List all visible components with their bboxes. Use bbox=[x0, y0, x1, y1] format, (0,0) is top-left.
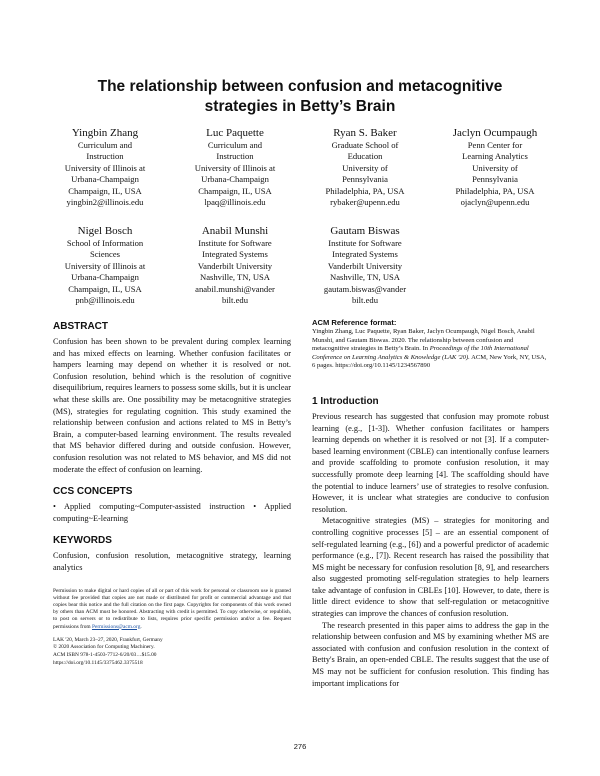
author-affiliation: Curriculum and bbox=[207, 140, 263, 150]
author-affiliation: Integrated Systems bbox=[332, 249, 398, 260]
author-row-1 bbox=[40, 126, 560, 208]
introduction-heading: 1 Introduction bbox=[312, 395, 379, 407]
conference-info bbox=[53, 637, 291, 667]
author-block bbox=[300, 126, 430, 208]
acm-reference-publisher: ACM, New York, NY, USA, 6 pages. https://doi.org/10.1145/1234567890 bbox=[312, 353, 547, 370]
intro-paragraph-3: The research presented in this paper aims to address the gap in the relationship between confusion and MS by examining whether MS are associated with confusion and confusion resolution in the context of Betty's Brain, an open-ended CBLE. The results suggest that the use of MS may not be sufficient for confusion resolution. This finding has important implications for bbox=[312, 620, 549, 688]
author-location: Philadelphia, PA, USA bbox=[455, 185, 535, 196]
page-number: 276 bbox=[293, 742, 307, 751]
author-block bbox=[300, 224, 430, 306]
author-name: Anabil Munshi bbox=[201, 225, 269, 237]
author-email[interactable]: pnb@illinois.edu bbox=[75, 295, 135, 306]
author-affiliation: Instruction bbox=[86, 151, 124, 162]
author-email[interactable]: rybaker@upenn.edu bbox=[330, 197, 400, 208]
author-name: Nigel Bosch bbox=[77, 225, 133, 237]
author-affiliation: Sciences bbox=[89, 249, 121, 260]
abstract-text: Confusion has been shown to be prevalent during complex learning and has mixed effects on learning. Whether confusion facilitates or hampers learning may depend on whether it is resolved or not. Confusion resolution, behind which is the resolution of cognitive disequilibrium, requires learners to possess some skills, but it is unclear what these skills are. One possibility may be metacognitive strategies (MS), strategies for regulating cognition. This study examined the relationship between confusion and actions related to MS in Betty’s Brain, a computer-based learning environment. The results revealed that MS behavior differed during and outside confusion. However, confusion resolution was not related to MS behavior, and MS did not moderate the effect of confusion on learning. bbox=[53, 337, 291, 474]
conference-line: LAK '20, March 23–27, 2020, Frankfurt, Germany bbox=[53, 636, 163, 643]
author-affiliation: University of Illinois at bbox=[64, 260, 146, 271]
author-name: Luc Paquette bbox=[206, 127, 264, 139]
author-email[interactable]: ojaclyn@upenn.edu bbox=[460, 197, 530, 208]
copyright-line: © 2020 Association for Computing Machinery. bbox=[53, 644, 155, 651]
author-email[interactable]: bilt.edu bbox=[351, 295, 379, 306]
author-name: Jaclyn Ocumpaugh bbox=[452, 127, 538, 139]
author-affiliation: Urbana-Champaign bbox=[71, 272, 139, 283]
author-location: Champaign, IL, USA bbox=[68, 185, 142, 196]
doi-link[interactable]: https://doi.org/10.1145/3375462.3375518 bbox=[53, 659, 143, 666]
author-affiliation: Curriculum and bbox=[77, 140, 133, 150]
acm-reference-proceedings: Proceedings of the 10th International Conference on Learning Analytics & Knowledge (LAK '20). bbox=[312, 345, 529, 361]
author-affiliation: Learning Analytics bbox=[462, 151, 528, 162]
author-affiliation: Instruction bbox=[216, 151, 254, 162]
author-name: Gautam Biswas bbox=[330, 225, 400, 237]
permission-end: . bbox=[140, 623, 142, 630]
author-email[interactable]: lpaq@illinois.edu bbox=[204, 197, 266, 208]
paper-title: The relationship between confusion and metacognitive strategies in Betty’s Brain bbox=[97, 78, 503, 115]
author-row-2 bbox=[40, 224, 560, 306]
intro-paragraph-2: Metacognitive strategies (MS) – strategies for monitoring and controlling cognitive processes [5] – are an essential component of self-regulated learning (e.g., [6]) and a powerful predictor of academic performance (e.g., [7]). Recent research has raised the possibility that MS might be necessary for confusion resolution [8, 9], and researchers also suggested promoting self-regulation strategies to help learners take advantage of confusion in CBLEs [10]. However, to date, there is little direct evidence to show that self-regulation or metacognitive strategies can improve the chances of confusion resolution. bbox=[312, 516, 549, 619]
author-affiliation: Vanderbilt University bbox=[197, 260, 273, 271]
author-affiliation: Institute for Software bbox=[198, 238, 272, 248]
author-block bbox=[170, 126, 300, 208]
author-affiliation: Vanderbilt University bbox=[327, 260, 403, 271]
author-name: Yingbin Zhang bbox=[71, 127, 139, 139]
author-block bbox=[170, 224, 300, 306]
author-location: Nashville, TN, USA bbox=[329, 272, 401, 283]
permissions-email-link[interactable]: Permissions@acm.org bbox=[91, 623, 141, 630]
permission-text: Permission to make digital or hard copies of all or part of this work for personal or classroom use is granted without fee provided that copies are not made or distributed for profit or commercial advantage and that copies bear this notice and the full citation on the first page. Copyrights for components of this work owned by others than ACM must be honored. Abstracting with credit is permitted. To copy otherwise, or republish, to post on servers or to redistribute to lists, requires prior specific permission and/or a fee. Request permissions from bbox=[53, 587, 291, 630]
author-email[interactable]: yingbin2@illinois.edu bbox=[66, 197, 144, 208]
ccs-heading: CCS CONCEPTS bbox=[53, 486, 133, 498]
author-affiliation: Pennsylvania bbox=[472, 174, 518, 185]
right-column bbox=[312, 318, 549, 689]
author-email[interactable]: bilt.edu bbox=[221, 295, 249, 306]
introduction-body bbox=[312, 411, 549, 689]
keywords-heading: KEYWORDS bbox=[53, 535, 112, 547]
author-affiliation: Graduate School of bbox=[331, 140, 399, 150]
acm-reference-authors: Yingbin Zhang, Luc Paquette, Ryan Baker, Jaclyn Ocumpaugh, Nigel Bosch, Anabil Munshi, and Gautam Biswas. 2020. The relationship between confusion and metacognitive strategies in Betty’s Brain. In bbox=[312, 328, 535, 353]
author-location: Philadelphia, PA, USA bbox=[325, 185, 405, 196]
author-affiliation: Penn Center for bbox=[467, 140, 523, 150]
acm-reference-heading: ACM Reference format: bbox=[312, 318, 397, 327]
keywords-text: Confusion, confusion resolution, metacognitive strategy, learning analytics bbox=[53, 551, 291, 572]
author-block bbox=[40, 224, 170, 306]
author-block bbox=[430, 126, 560, 208]
author-affiliation: University of Illinois at bbox=[194, 162, 276, 173]
abstract-heading: ABSTRACT bbox=[53, 321, 108, 332]
author-affiliation: School of Information bbox=[66, 238, 144, 248]
author-affiliation: Urbana-Champaign bbox=[71, 174, 139, 185]
ccs-text: • Applied computing~Computer-assisted instruction • Applied computing~E-learning bbox=[53, 502, 291, 523]
author-affiliation: Education bbox=[347, 151, 383, 162]
author-location: Champaign, IL, USA bbox=[68, 283, 142, 294]
isbn-line: ACM ISBN 978-1-4503-7712-6/20/03…$15.00 bbox=[53, 651, 157, 658]
author-email[interactable]: anabil.munshi@vander bbox=[195, 283, 275, 294]
author-affiliation: University of bbox=[342, 162, 388, 173]
author-affiliation: Institute for Software bbox=[328, 238, 402, 248]
author-affiliation: Pennsylvania bbox=[342, 174, 388, 185]
acm-reference-text bbox=[312, 328, 549, 371]
author-block bbox=[40, 126, 170, 208]
permission-notice bbox=[53, 588, 291, 631]
author-affiliation: University of bbox=[472, 162, 518, 173]
author-location: Nashville, TN, USA bbox=[199, 272, 271, 283]
author-location: Champaign, IL, USA bbox=[198, 185, 272, 196]
author-affiliation: University of Illinois at bbox=[64, 162, 146, 173]
author-name: Ryan S. Baker bbox=[333, 127, 397, 139]
intro-paragraph-1: Previous research has suggested that confusion may promote robust learning (e.g., [1-3]). Whether confusion facilitates or hampers learning depends on whether it is resolved or not [3]. If a computer-based learning environment (CBLE) can intentionally confuse learners and provide scaffolding to promote confusion resolution, it may successfully promote deep learning [4]. The scaffolding should have the potential to induce learners’ use of strategies to resolve confusion. However, it is unclear what strategies are conducive to confusion resolution. bbox=[312, 411, 549, 514]
author-email[interactable]: gautam.biswas@vander bbox=[323, 283, 407, 294]
author-affiliation: Urbana-Champaign bbox=[201, 174, 269, 185]
author-affiliation: Integrated Systems bbox=[202, 249, 268, 260]
left-column bbox=[53, 320, 291, 667]
